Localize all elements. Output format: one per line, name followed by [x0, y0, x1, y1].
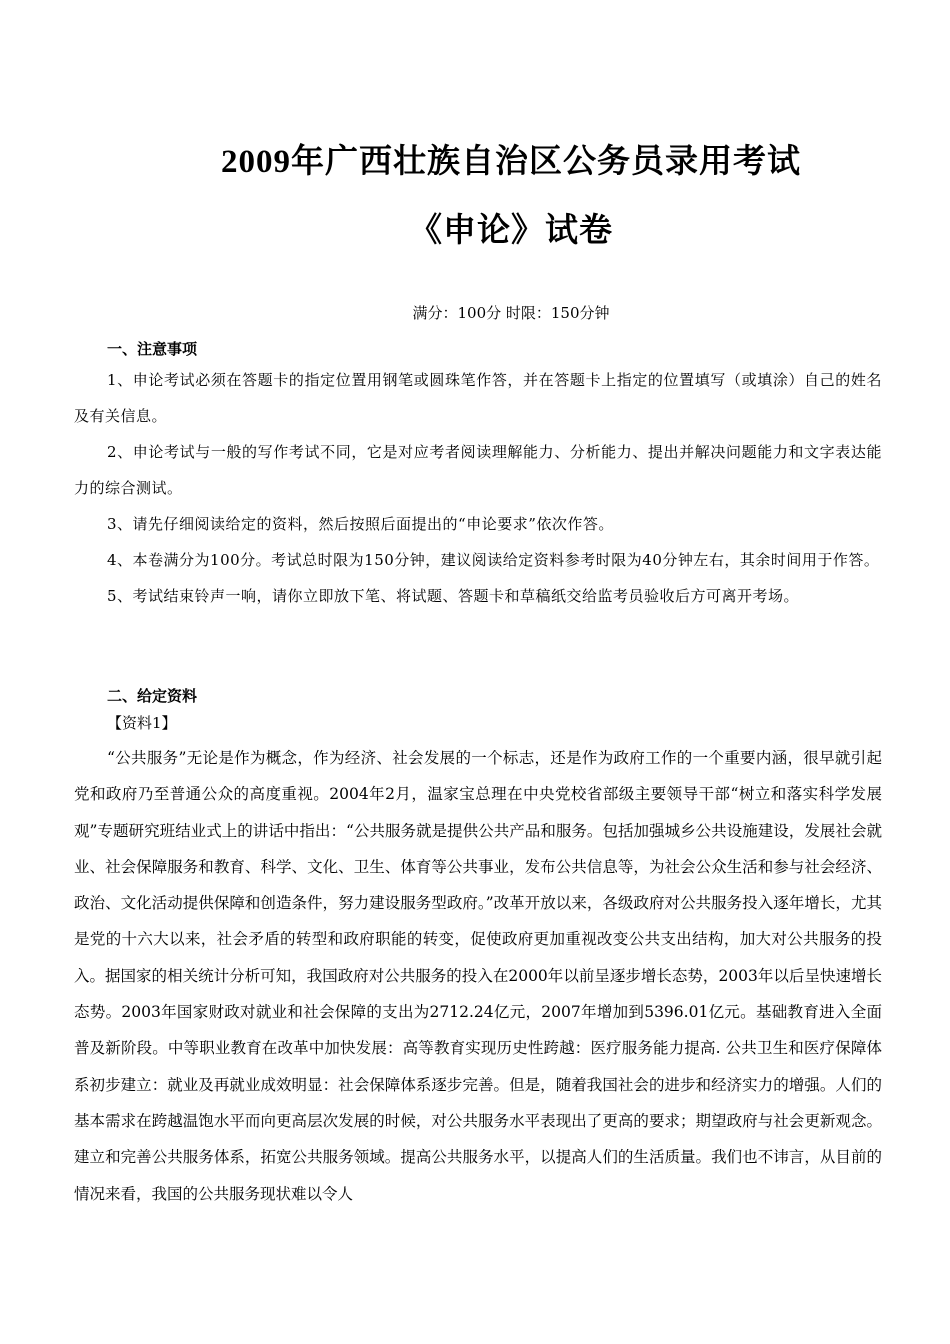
- notice-item: 1、申论考试必须在答题卡的指定位置用钢笔或圆珠笔作答，并在答题卡上指定的位置填写（或填涂）自己的姓名及有关信息。: [74, 371, 882, 425]
- section-heading-materials: 二、给定资料: [107, 687, 198, 705]
- document-title-line1: 2009年广西壮族自治区公务员录用考试: [221, 144, 801, 180]
- section-heading-notices: 一、注意事项: [107, 340, 198, 358]
- notice-item: 4、本卷满分为100分。考试总时限为150分钟，建议阅读给定资料参考时限为40分钟左右，其余时间用于作答。: [107, 551, 880, 569]
- document-title-line2: 《申论》试卷: [409, 213, 613, 249]
- notice-item: 5、考试结束铃声一响，请你立即放下笔、将试题、答题卡和草稿纸交给监考员验收后方可离开考场。: [107, 587, 800, 605]
- material-label: 【资料1】: [107, 714, 177, 732]
- notice-item: 2、申论考试与一般的写作考试不同，它是对应考者阅读理解能力、分析能力、提出并解决问题能力和文字表达能力的综合测试。: [74, 443, 882, 497]
- notice-list: [74, 362, 882, 614]
- exam-meta: 满分：100分 时限：150分钟: [412, 304, 610, 322]
- material-paragraph: “公共服务”无论是作为概念，作为经济、社会发展的一个标志，还是作为政府工作的一个重要内涵，很早就引起党和政府乃至普通公众的高度重视。2004年2月，温家宝总理在中央党校省部级主要领导干部“树立和落实科学发展观”专题研究班结业式上的讲话中指出：“公共服务就是提供公共产品和服务。包括加强城乡公共设施建设，发展社会就业、社会保障服务和教育、科学、文化、卫生、体育等公共事业，发布公共信息等，为社会公众生活和参与社会经济、政治、文化活动提供保障和创造条件，努力建设服务型政府。”改革开放以来，各级政府对公共服务投入逐年增长，尤其是党的十六大以来，社会矛盾的转型和政府职能的转变，促使政府更加重视改变公共支出结构，加大对公共服务的投入。据国家的相关统计分析可知，我国政府对公共服务的投入在2000年以前呈逐步增长态势，2003年以后呈快速增长态势。2003年国家财政对就业和社会保障的支出为2712.24亿元，2007年增加到5396.01亿元。基础教育进入全面普及新阶段。中等职业教育在改革中加快发展：高等教育实现历史性跨越：医疗服务能力提高. 公共卫生和医疗保障体系初步建立：就业及再就业成效明显：社会保障体系逐步完善。但是，随着我国社会的进步和经济实力的增强。人们的基本需求在跨越温饱水平而向更高层次发展的时候，对公共服务水平表现出了更高的要求；期望政府与社会更新观念。建立和完善公共服务体系，拓宽公共服务领域。提高公共服务水平，以提高人们的生活质量。我们也不讳言，从目前的情况来看，我国的公共服务现状难以令人: [74, 749, 882, 1203]
- notice-item: 3、请先仔细阅读给定的资料，然后按照后面提出的“申论要求”依次作答。: [107, 515, 614, 533]
